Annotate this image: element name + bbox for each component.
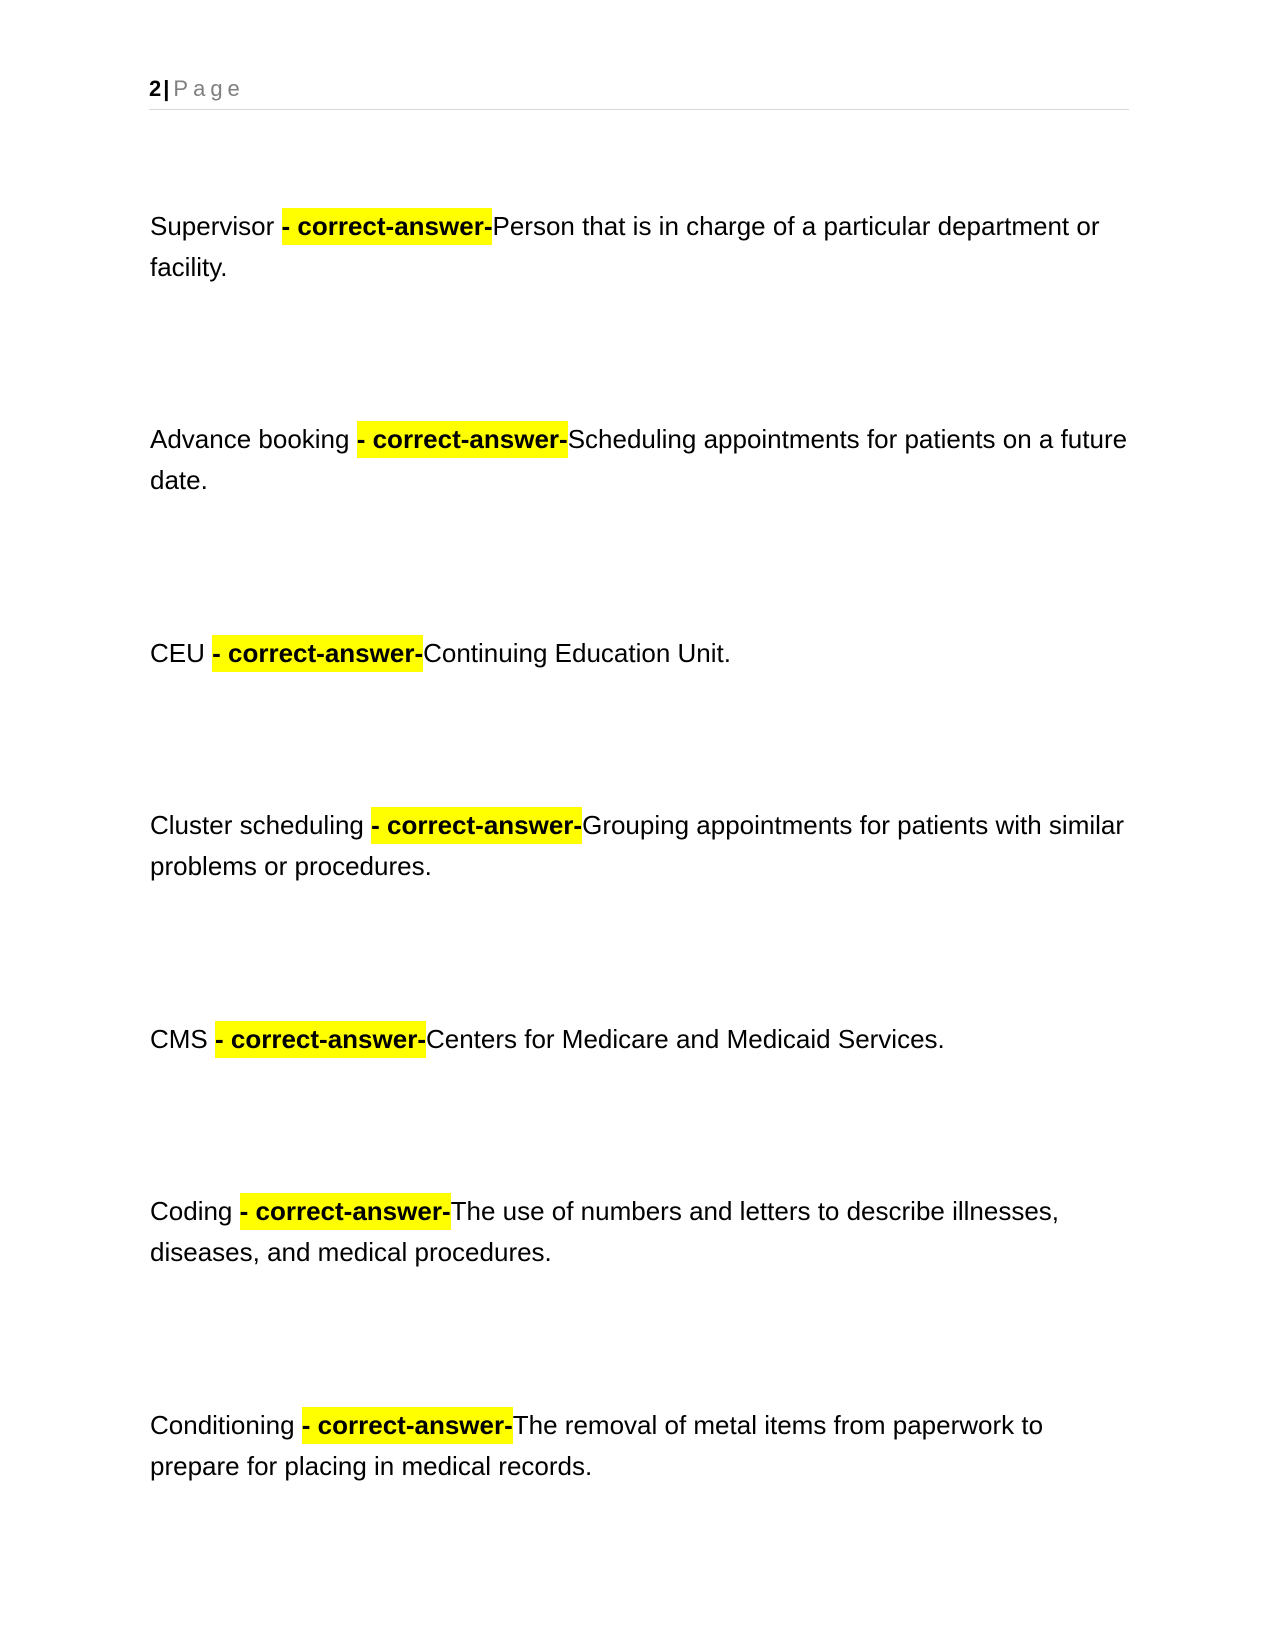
entry-cms: [150, 1019, 1130, 1060]
entry-term: Coding: [150, 1196, 233, 1226]
entry-definition: Centers for Medicare and Medicaid Services.: [425, 1024, 945, 1054]
entry-term: Conditioning: [150, 1410, 295, 1440]
answer-marker: - correct-answer-: [282, 208, 493, 245]
entry-definition: The use of numbers and letters to describe illnesses, diseases, and medical procedures.: [150, 1196, 1060, 1267]
entry-term: Supervisor: [150, 211, 275, 241]
entry-conditioning: [150, 1405, 1130, 1487]
answer-marker: - correct-answer-: [212, 635, 423, 672]
page-label: Page: [173, 76, 245, 101]
entry-term: Advance booking: [150, 424, 350, 454]
page-number: 2: [149, 76, 162, 101]
entry-ceu: [150, 633, 1130, 674]
answer-marker: - correct-answer-: [371, 807, 582, 844]
entry-term: CMS: [150, 1024, 208, 1054]
entry-definition: Grouping appointments for patients with similar problems or procedures.: [150, 810, 1125, 881]
entry-supervisor: [150, 206, 1130, 288]
entry-coding: [150, 1191, 1130, 1273]
page-header: [149, 76, 1129, 110]
answer-marker: - correct-answer-: [215, 1021, 426, 1058]
entry-definition: Continuing Education Unit.: [423, 638, 731, 668]
page-separator: |: [163, 76, 170, 101]
answer-marker: - correct-answer-: [302, 1407, 513, 1444]
entry-term: CEU: [150, 638, 205, 668]
entry-definition: The removal of metal items from paperwork to prepare for placing in medical records.: [150, 1410, 1044, 1481]
answer-marker: - correct-answer-: [240, 1193, 451, 1230]
answer-marker: - correct-answer-: [357, 421, 568, 458]
entry-definition: Scheduling appointments for patients on a future date.: [150, 424, 1128, 495]
entry-cluster-scheduling: [150, 805, 1130, 887]
entry-definition: Person that is in charge of a particular department or facility.: [150, 211, 1100, 282]
entry-term: Cluster scheduling: [150, 810, 364, 840]
entry-advance-booking: [150, 419, 1130, 501]
